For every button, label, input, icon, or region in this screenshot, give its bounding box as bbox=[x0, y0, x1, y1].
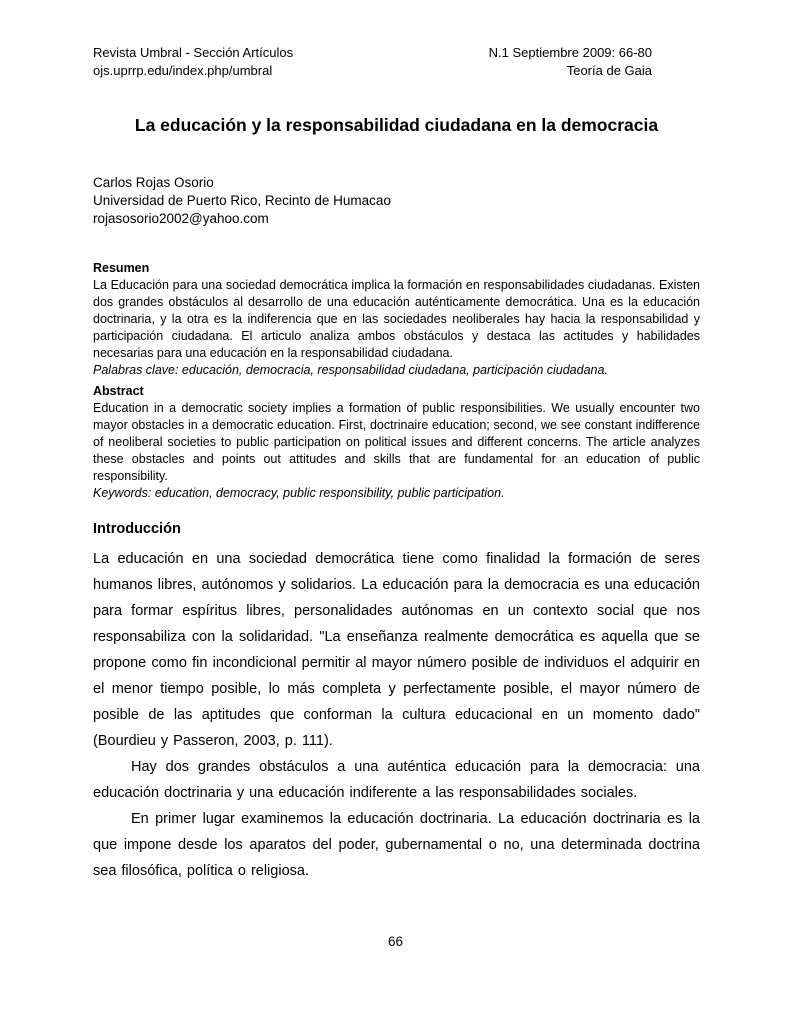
running-header bbox=[93, 44, 700, 80]
introduction-heading: Introducción bbox=[93, 521, 181, 537]
abstract-section bbox=[93, 383, 700, 502]
resumen-keywords: Palabras clave: educación, democracia, responsabilidad ciudadana, participación ciudadana. bbox=[93, 363, 608, 377]
author-block bbox=[93, 174, 700, 228]
article-title: La educación y la responsabilidad ciudadana en la democracia bbox=[134, 115, 659, 135]
issue-info: N.1 Septiembre 2009: 66-80 bbox=[488, 45, 652, 60]
resumen-body: La Educación para una sociedad democrática implica la formación en responsabilidades ciudadanas. Existen dos grandes obstáculos al desarrollo de una educación auténticamente democrática. Una es la educación doctrinaria, y la otra es la indiferencia que en las sociedades neoliberales hay hacia la responsabilidad y participación ciudadana. El articulo analiza ambos obstáculos y destaca las actitudes y habilidades necesarias para una educación en la responsabilidad ciudadana. bbox=[93, 278, 700, 360]
introduction-section bbox=[93, 518, 700, 884]
abstract-body: Education in a democratic society implies a formation of public responsibilities. We usually encounter two mayor obstacles in a democratic education. First, doctrinaire education; second, we see constant indifference of neoliberal societies to public participation on political issues and different concerns. The article analyzes these obstacles and points out attitudes and skills that are fundamental for an education of public responsibility. bbox=[93, 401, 700, 483]
resumen-section bbox=[93, 260, 700, 379]
introduction-paragraph: En primer lugar examinemos la educación doctrinaria. La educación doctrinaria es la que impone desde los aparatos del poder, gubernamental o no, una determinada doctrina sea filosófica, política o religiosa. bbox=[93, 811, 700, 879]
resumen-heading: Resumen bbox=[93, 261, 150, 275]
introduction-paragraph: La educación en una sociedad democrática tiene como finalidad la formación de seres humanos libres, autónomos y solidarios. La educación para la democracia es una educación para formar espíritus libres, personalidades autónomas en un contexto social que nos responsabiliza con la solidaridad. "La enseñanza realmente democrática es aquella que se propone como fin incondicional permitir al mayor número posible de individuos el adquirir en el menor tiempo posible, lo más completa y perfectamente posible, el mayor número de posible de las aptitudes que conforman la cultura educacional en un momento dado" (Bourdieu y Passeron, 2003, p. 111). bbox=[93, 551, 700, 749]
journal-name: Revista Umbral - Sección Artículos bbox=[93, 45, 294, 60]
header-left-block bbox=[93, 44, 293, 80]
author-email: rojasosorio2002@yahoo.com bbox=[93, 211, 269, 226]
introduction-paragraph: Hay dos grandes obstáculos a una auténtica educación para la democracia: una educación doctrinaria y una educación indiferente a las responsabilidades sociales. bbox=[93, 759, 700, 801]
journal-url: ojs.uprrp.edu/index.php/umbral bbox=[93, 63, 273, 78]
header-right-block bbox=[489, 44, 700, 80]
author-name: Carlos Rojas Osorio bbox=[93, 175, 214, 190]
author-affiliation: Universidad de Puerto Rico, Recinto de Humacao bbox=[93, 193, 391, 208]
abstract-keywords: Keywords: education, democracy, public responsibility, public participation. bbox=[93, 486, 505, 500]
issue-theme: Teoría de Gaia bbox=[566, 63, 652, 78]
abstract-heading: Abstract bbox=[93, 384, 144, 398]
page-number: 66 bbox=[387, 934, 404, 949]
